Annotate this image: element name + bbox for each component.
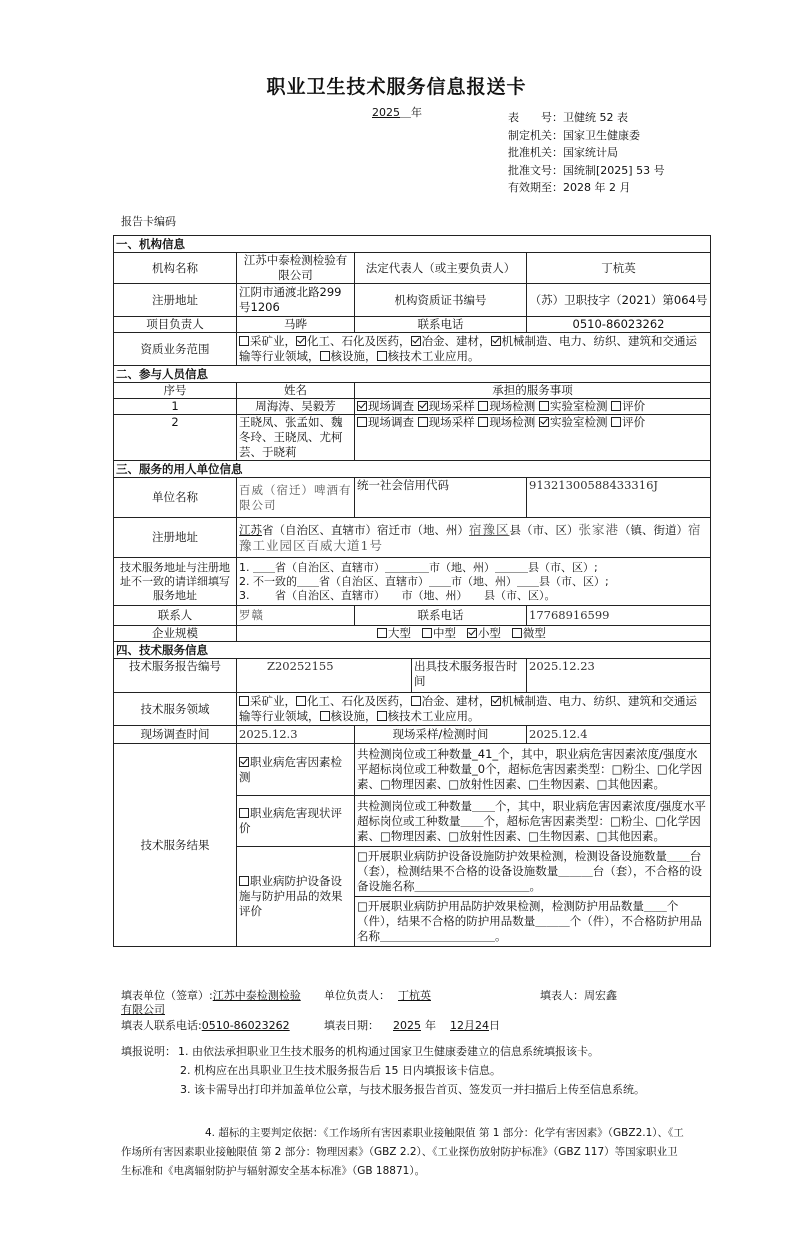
meta-valid-until: 有效期至：2028 年 2 月 [508, 181, 631, 194]
org-name-label: 机构名称 [114, 253, 237, 284]
table-row [114, 415, 711, 461]
report-date-label: 出具技术服务报告时间 [412, 659, 527, 693]
row-no: 1 [114, 399, 237, 415]
service-addr-line: 3. 省（自治区、直辖市） 市（地、州） 县（市、区）。 [239, 588, 556, 602]
contact-phone: 17768916599 [527, 606, 711, 626]
filler-phone: 填表人联系电话:0510-86023262 [121, 1019, 290, 1032]
result-3-label: 职业病防护设备设施与防护用品的效果评价 [237, 847, 355, 947]
scope-option: 核技术工业应用。 [377, 349, 480, 363]
service-addr [237, 558, 711, 606]
field-checkbox[interactable] [491, 696, 501, 706]
scope-label: 资质业务范围 [114, 333, 237, 366]
size-checkbox[interactable] [377, 628, 387, 638]
unit-address: 江苏省（自治区、直辖市）宿迁市（地、州）宿豫区县（市、区）张家港（镇、街道）宿豫工业园区百威大道1号 [237, 518, 711, 558]
field-options: 采矿业， 化工、石化及医药， 冶金、建材， 机械制造、电力、纺织、建筑和交通运输等行业领域， 核设施， 核技术工业应用。 [237, 693, 711, 726]
service-checkbox[interactable] [611, 417, 621, 427]
notes-label: 填报说明： [121, 1045, 176, 1058]
note-4: 4. 超标的主要判定依据：《工作场所有害因素职业接触限值 第 1 部分：化学有害因素》（GBZ2.1）、《工作场所有害因素职业接触限值 第 2 部分：物理因素》（GBZ 2.2）、《工业探伤放射防护标准》（GBZ 117）等国家职业卫生标准和《电离辐射防护与辐射源安全基本标准》（GB 18871）。 [121, 1127, 684, 1177]
result-label: 技术服务结果 [114, 744, 237, 947]
contact-phone-label: 联系电话 [355, 606, 527, 626]
unit-lead: 单位负责人： 丁杭英 [324, 989, 431, 1002]
filler: 填表人：周宏鑫 [540, 989, 617, 1002]
service-addr-line: 1. ＿＿省（自治区、直辖市）＿＿＿＿市（地、州）＿＿＿县（市、区）; [239, 560, 598, 574]
size-checkbox[interactable] [467, 628, 477, 638]
row-items: 现场调查 现场采样 现场检测 实验室检测 评价 [355, 399, 711, 415]
section2-heading: 二、参与人员信息 [114, 366, 711, 383]
service-addr-label: 技术服务地址与注册地址不一致的请详细填写服务地址 [114, 558, 237, 606]
report-year: 2025＿年 [372, 106, 422, 119]
size-checkbox[interactable] [422, 628, 432, 638]
result-checkbox[interactable] [239, 757, 249, 767]
service-checkbox[interactable] [539, 401, 549, 411]
scope-checkbox[interactable] [296, 336, 306, 346]
row-items: 现场调查 现场采样 现场检测 实验室检测 评价 [355, 415, 711, 461]
result-checkbox[interactable] [239, 808, 249, 818]
note-2: 2. 机构应在出具职业卫生技术服务报告后 15 日内填报该卡信息。 [180, 1064, 501, 1077]
service-checkbox[interactable] [357, 401, 367, 411]
info-table [113, 235, 711, 947]
form-title: 职业卫生技术服务信息报送卡 [266, 76, 527, 98]
year-value: 2025 [372, 106, 400, 119]
row-no: 2 [114, 415, 237, 461]
service-checkbox[interactable] [611, 401, 621, 411]
org-name: 江苏中泰检测检验有限公司 [237, 253, 355, 284]
legal-rep: 丁杭英 [527, 253, 711, 284]
scope-checkbox[interactable] [239, 336, 249, 346]
scope-option: 核设施， [320, 349, 377, 363]
service-checkbox[interactable] [418, 417, 428, 427]
service-checkbox[interactable] [357, 417, 367, 427]
sampling-date: 2025.12.4 [527, 726, 711, 744]
field-checkbox[interactable] [411, 696, 421, 706]
org-phone-label: 联系电话 [355, 317, 527, 333]
meta-issuer: 制定机关：国家卫生健康委 [508, 128, 640, 142]
section3-heading: 三、服务的用人单位信息 [114, 461, 711, 478]
service-checkbox[interactable] [539, 417, 549, 427]
report-date: 2025.12.23 [527, 659, 711, 693]
cert-label: 机构资质证书编号 [355, 284, 527, 317]
service-checkbox[interactable] [418, 401, 428, 411]
fill-unit: 填表单位（签章）:江苏中泰检测检验有限公司 [121, 989, 301, 1016]
field-checkbox[interactable] [239, 696, 249, 706]
result-2-label: 职业病危害现状评价 [237, 796, 355, 847]
project-lead: 马晔 [237, 317, 355, 333]
legal-rep-label: 法定代表人（或主要负责人） [355, 253, 527, 284]
row-names: 王晓凤、张孟如、魏冬玲、王晓凤、尤柯芸、于晓莉 [237, 415, 355, 461]
col-items: 承担的服务事项 [355, 383, 711, 399]
size-options: 大型 中型 小型 微型 [237, 626, 711, 642]
year-suffix: 年 [411, 106, 422, 119]
scope-checkbox[interactable] [491, 336, 501, 346]
contact: 罗赣 [237, 606, 355, 626]
result-1-label: 职业病危害因素检测 [237, 744, 355, 796]
cert-no: （苏）卫职技字（2021）第064号 [527, 284, 711, 317]
report-code-label: 报告卡编码 [121, 215, 176, 228]
section4-heading: 四、技术服务信息 [114, 642, 711, 659]
unit-name: 百威（宿迁）啤酒有限公司 [237, 478, 355, 518]
result-2-text: 共检测岗位或工种数量＿＿个，其中，职业病危害因素浓度/强度水平超标岗位或工种数量＿＿个，超标危害因素类型：□粉尘、□化学因素、□物理因素、□放射性因素、□生物因素、□其他因素。 [355, 796, 711, 847]
survey-date: 2025.12.3 [237, 726, 355, 744]
size-checkbox[interactable] [512, 628, 522, 638]
credit-label: 统一社会信用代码 [355, 478, 527, 518]
field-label: 技术服务领域 [114, 693, 237, 726]
field-checkbox[interactable] [320, 711, 330, 721]
result-3-text: □开展职业病防护设备设施防护效果检测，检测设备设施数量＿＿台（套），检测结果不合格的设备设施数量＿＿＿台（套），不合格的设备设施名称＿＿＿＿＿＿＿＿＿＿。 [355, 847, 711, 897]
service-checkbox[interactable] [478, 401, 488, 411]
scope-checkbox[interactable] [411, 336, 421, 346]
result-1-text: 共检测岗位或工种数量_41_个，其中，职业病危害因素浓度/强度水平超标岗位或工种数量_0个，超标危害因素类型：□粉尘、□化学因素、□物理因素、□放射性因素、□生物因素、□其他因素。 [355, 744, 711, 796]
report-no: Z20252155 [237, 659, 412, 693]
unit-address-label: 注册地址 [114, 518, 237, 558]
credit-code: 91321300588433316J [527, 478, 711, 518]
service-checkbox[interactable] [478, 417, 488, 427]
report-no-label: 技术服务报告编号 [114, 659, 237, 693]
survey-label: 现场调查时间 [114, 726, 237, 744]
col-name: 姓名 [237, 383, 355, 399]
sampling-label: 现场采样/检测时间 [355, 726, 527, 744]
col-no: 序号 [114, 383, 237, 399]
size-label: 企业规模 [114, 626, 237, 642]
scope-checkbox[interactable] [320, 351, 330, 361]
scope-option: 采矿业， [239, 334, 296, 348]
org-phone: 0510-86023262 [527, 317, 711, 333]
meta-table-no: 表 号：卫健统 52 表 [508, 111, 628, 124]
table-row [114, 399, 711, 415]
section1-heading: 一、机构信息 [114, 236, 711, 253]
field-checkbox[interactable] [377, 711, 387, 721]
scope-option: 机械制造、电力、纺织、建筑和交通运输等行业领域， [239, 334, 697, 363]
service-addr-line: 2. 不一致的＿＿省（自治区、直辖市）＿＿市（地、州）＿＿县（市、区）; [239, 574, 609, 588]
scope-checkbox[interactable] [377, 351, 387, 361]
org-address: 江阴市通渡北路299号1206 [237, 284, 355, 317]
row-names: 周海涛、吴毅芳 [237, 399, 355, 415]
unit-name-label: 单位名称 [114, 478, 237, 518]
scope-option: 冶金、建材， [411, 334, 491, 348]
result-checkbox[interactable] [239, 876, 249, 886]
meta-approval-no: 批准文号：国统制[2025] 53 号 [508, 163, 665, 177]
scope-option: 化工、石化及医药， [296, 334, 411, 348]
fill-date: 填表日期： 2025 年 12月24日 [324, 1019, 500, 1032]
field-checkbox[interactable] [296, 696, 306, 706]
result-4-text: □开展职业病防护用品防护效果检测，检测防护用品数量＿＿个（件），结果不合格的防护用品数量＿＿＿个（件），不合格防护用品名称＿＿＿＿＿＿＿＿＿＿。 [355, 897, 711, 947]
meta-approver: 批准机关：国家统计局 [508, 146, 618, 159]
note-3: 3. 该卡需导出打印并加盖单位公章，与技术服务报告首页、签发页一并扫描后上传至信息系统。 [180, 1083, 645, 1096]
org-address-label: 注册地址 [114, 284, 237, 317]
note-1: 1. 由依法承担职业卫生技术服务的机构通过国家卫生健康委建立的信息系统填报该卡。 [178, 1045, 599, 1058]
form-meta [508, 109, 665, 197]
project-lead-label: 项目负责人 [114, 317, 237, 333]
scope-options [237, 333, 711, 366]
contact-label: 联系人 [114, 606, 237, 626]
